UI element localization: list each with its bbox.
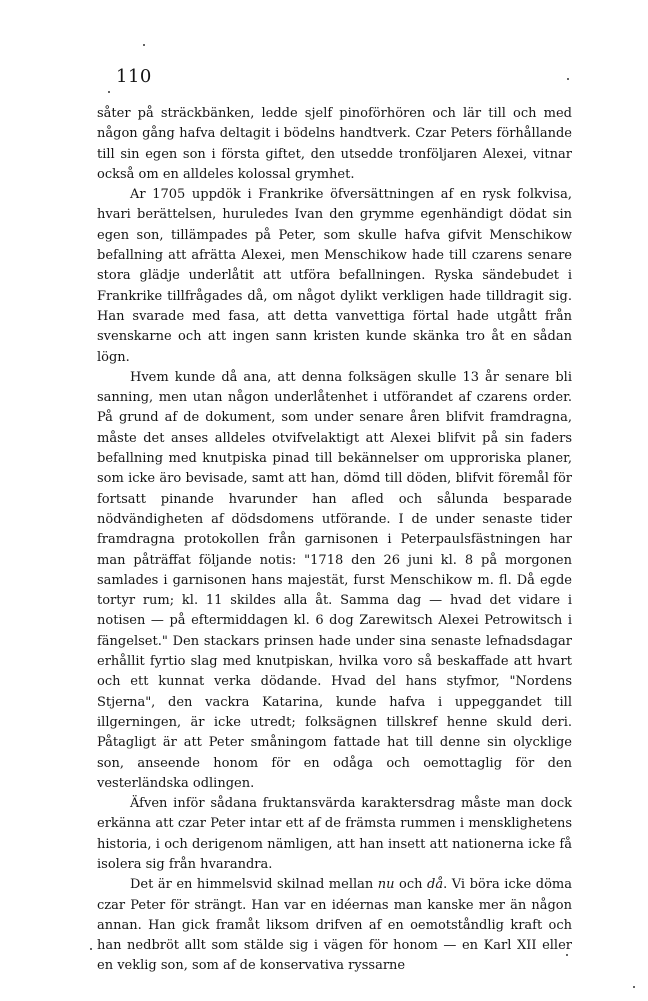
body-text: [97, 104, 572, 977]
emphasis-da: då: [427, 877, 444, 893]
speck-mark: [108, 91, 110, 93]
paragraph-5: [97, 875, 572, 976]
paragraph-2: Ar 1705 uppdök i Frankrike öfversättningen af en rysk folkvisa, hvari berättelsen, huruledes Ivan den grymme egenhändigt dödat sin egen son, tillämpades på Peter, som skulle hafva gifvit Menschikow befallning att afrätta Alexei, men Menschikow hade till czarens senare stora glädje underlåtit att utföra befallningen. Ryska sändebudet i Frankrike tillfrågades då, om något dylikt verkligen hade tilldragit sig. Han svarade med fasa, att detta vanvettiga förtal hade utgått från svenskarne och att ingen sann kristen kunde skänka tro åt en sådan lögn.: [97, 187, 572, 365]
speck-mark: [633, 986, 635, 988]
page-number: 110: [116, 66, 152, 87]
speck-mark: [567, 78, 569, 80]
speck-mark: [143, 44, 145, 46]
paragraph-3: Hvem kunde då ana, att denna folksägen skulle 13 år senare bli sanning, men utan någon underlåtenhet i utförandet af czarens order. På grund af de dokument, som under senare åren blifvit framdragna, måste det anses alldeles otvifvelaktigt att Alexei blifvit på sin faders befallning med knutpiska pinad till bekännelser om upproriska planer, som icke äro bevisade, samt att han, dömd till döden, blifvit föremål för fortsatt pinande hvarunder han afled och sålunda besparade nödvändigheten af dödsdomens utförande. I de under senaste tider framdragna protokollen från garnisonen i Peterpaulsfästningen har man påträffat följande notis: "1718 den 26 juni kl. 8 på morgonen samlades i garnisonen hans majestät, furst Menschikow m. fl. Då egde tortyr rum; kl. 11 skildes alla åt. Samma dag — hvad det vidare i notisen — på eftermiddagen kl. 6 dog Zarewitsch Alexei Petrowitsch i fängelset." Den stackars prinsen hade under sina senaste lefnadsdagar erhållit fyrtio slag med knutpiskan, hvilka voro så beskaffade att hvart och ett kunnat verka dödande. Hvad del hans styfmor, "Nordens Stjerna", den vackra Katarina, kunde hafva i uppeggandet till illgerningen, är icke utredt; folksägnen tillskref henne skuld deri. Påtagligt är att Peter småningom fattade hat till denne sin olycklige son, anseende honom för en odåga och oemottaglig för den vesterländska odlingen.: [97, 369, 572, 791]
speck-mark: [90, 948, 92, 950]
paragraph-1: såter på sträckbänken, ledde sjelf pinoförhören och lär till och med någon gång hafva deltagit i bödelns handtverk. Czar Peters förhållande till sin egen son i första giftet, den utsedde tronföljaren Alexei, vitnar också om en alldeles kolossal grymhet.: [97, 106, 572, 182]
paragraph-5-text-a: Det är en himmelsvid skilnad mellan: [130, 877, 378, 893]
speck-mark: [566, 954, 568, 956]
emphasis-nu: nu: [377, 877, 395, 893]
paragraph-5-text-c: . Vi böra icke döma czar Peter för strängt. Han var en idéernas man kanske mer än någon annan. Han gick framåt liksom drifven af en oemotståndlig kraft och han nedbröt allt som stälde sig i vägen för honom — en Karl XII eller en veklig son, som af de konservativa ryssarne: [97, 877, 572, 974]
paragraph-5-text-b: och: [394, 877, 428, 893]
paragraph-4: Äfven inför sådana fruktansvärda karaktersdrag måste man dock erkänna att czar Peter intar ett af de främsta rummen i mensklighetens historia, i och derigenom nämligen, att han insett att nationerna icke få isolera sig från hvarandra.: [97, 796, 572, 872]
